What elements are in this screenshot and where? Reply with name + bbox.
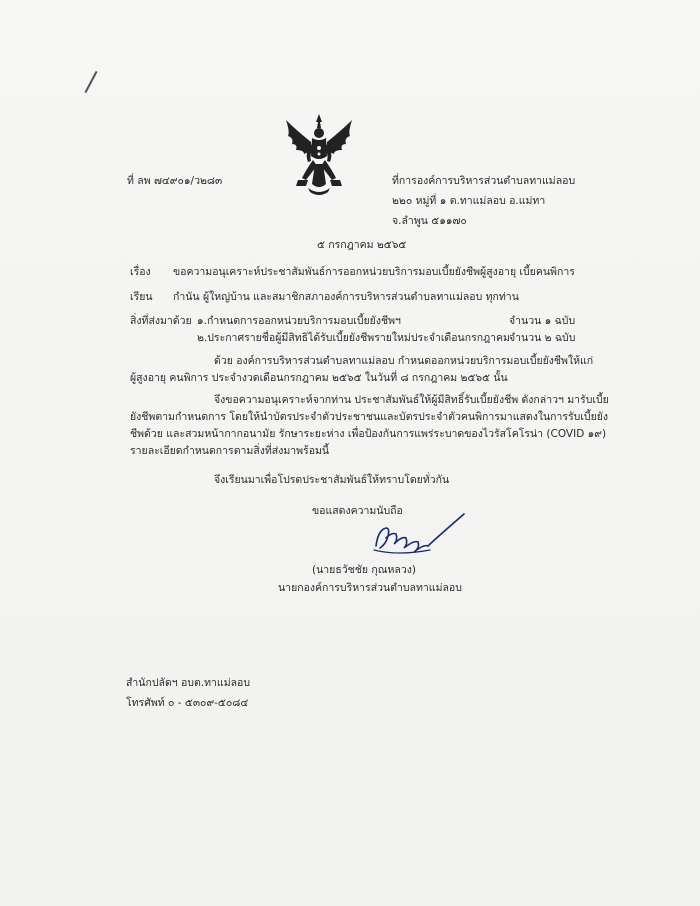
office-phone: โทรศัพท์ ๐ - ๕๓๐๙-๕๐๘๔ — [126, 697, 249, 709]
reference-number: ที่ ลพ ๗๔๙๐๑/ว๒๘๓ — [127, 175, 223, 187]
enclosure-item-1: ๑.กำหนดการออกหน่วยบริการมอบเบี้ยยังชีพฯ — [197, 315, 401, 327]
paragraph-1-line2: ผู้สูงอายุ คนพิการ ประจำงวดเดือนกรกฎาคม ๒๕๖๕ ในวันที่ ๘ กรกฎาคม ๒๕๖๕ นั้น — [130, 372, 508, 384]
sender-address-line2: ๒๒๐ หมู่ที่ ๑ ต.ทาแม่ลอบ อ.แม่ทา — [392, 195, 546, 207]
enclosure-qty-2: จำนวน ๒ ฉบับ — [509, 332, 576, 344]
recipient-text: กำนัน ผู้ใหญ่บ้าน และสมาชิกสภาองค์การบริหารส่วนตำบลทาแม่ลอบ ทุกท่าน — [173, 291, 519, 303]
paragraph-2-line2: ยังชีพตามกำหนดการ โดยให้นำบัตรประจำตัวประชาชนและบัตรประจำตัวคนพิการมาแสดงในการรับเบี้ยยัง — [130, 411, 609, 423]
sender-address-line1: ที่การองค์การบริหารส่วนตำบลทาแม่ลอบ — [392, 175, 576, 187]
paragraph-2-line3: ชีพด้วย และสวมหน้ากากอนามัย รักษาระยะห่าง เพื่อป้องกันการแพร่ระบาดของไวรัสโคโรน่า (COVID ๑๙) — [130, 428, 607, 440]
enclosure-qty-1: จำนวน ๑ ฉบับ — [509, 315, 576, 327]
sender-address-line3: จ.ลำพูน ๕๑๑๗๐ — [392, 215, 467, 227]
signer-name: (นายธวัชชัย กุณหลวง) — [312, 564, 416, 576]
recipient-label: เรียน — [130, 291, 153, 303]
letter-date: ๕ กรกฎาคม ๒๕๖๕ — [317, 239, 407, 251]
signature-icon — [368, 510, 468, 558]
subject-label: เรื่อง — [130, 266, 151, 278]
subject-text: ขอความอนุเคราะห์ประชาสัมพันธ์การออกหน่วยบริการมอบเบี้ยยังชีพผู้สูงอายุ เบี้ยคนพิการ — [173, 266, 575, 278]
enclosure-item-2: ๒.ประกาศรายชื่อผู้มีสิทธิได้รับเบี้ยยังชีพรายใหม่ประจำเดือนกรกฎาคม — [197, 332, 510, 344]
paragraph-2-line4: รายละเอียดกำหนดการตามสิ่งที่ส่งมาพร้อมนี้ — [130, 445, 330, 457]
office-name: สำนักปลัดฯ อบต.ทาแม่ลอบ — [126, 677, 251, 689]
signer-title: นายกองค์การบริหารส่วนตำบลทาแม่ลอบ — [278, 582, 462, 594]
paragraph-1-line1: ด้วย องค์การบริหารส่วนตำบลทาแม่ลอบ กำหนดออกหน่วยบริการมอบเบี้ยยังชีพให้แก่ — [214, 355, 594, 367]
garuda-emblem-icon — [282, 112, 356, 198]
paragraph-2-line1: จึงขอความอนุเคราะห์จากท่าน ประชาสัมพันธ์ให้ผู้มีสิทธิ์รับเบี้ยยังชีพ ดังกล่าวฯ มารับเบี้ย — [214, 394, 609, 406]
closing-line: จึงเรียนมาเพื่อโปรดประชาสัมพันธ์ให้ทราบโดยทั่วกัน — [214, 474, 450, 486]
pen-mark — [84, 71, 97, 93]
enclosure-label: สิ่งที่ส่งมาด้วย — [130, 315, 192, 327]
regards-line: ขอแสดงความนับถือ — [312, 505, 403, 517]
